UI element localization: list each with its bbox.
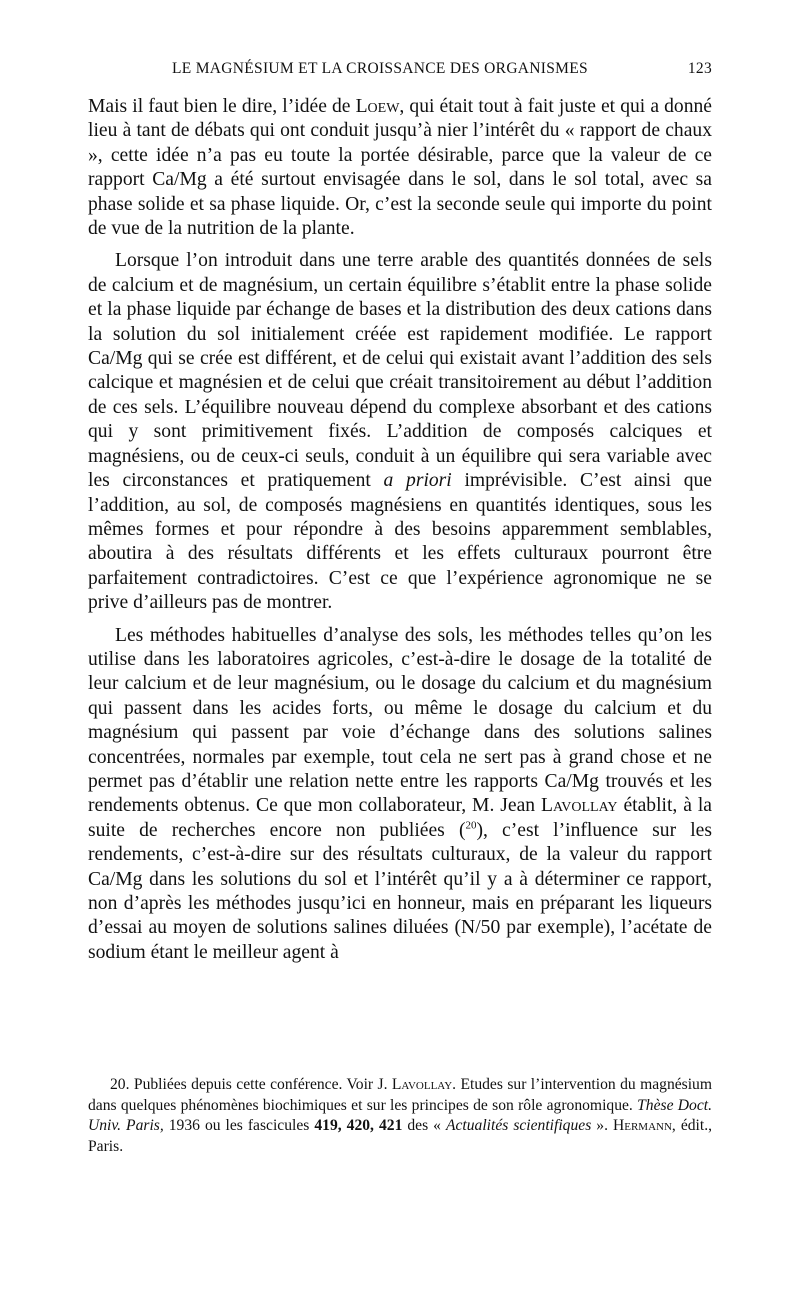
running-title: LE MAGNÉSIUM ET LA CROISSANCE DES ORGANISMES bbox=[172, 60, 588, 77]
footnote-20: 20. Publiées depuis cette conférence. Voir J. Lavollay. Etudes sur l’intervention du magnésium dans quelques phénomènes biochimiques et sur les principes de son rôle agronomique. Thèse Doct. Univ. Paris, 1936 ou les fascicules 419, 420, 421 des « Actualités scientifiques ». Hermann, édit., Paris. bbox=[88, 1076, 713, 1155]
author-name-loew: Loew bbox=[355, 96, 400, 117]
footnote-series-title: Actualités scientifiques bbox=[445, 1117, 592, 1134]
italic-a-priori: a priori bbox=[383, 470, 452, 492]
page-number: 123 bbox=[687, 60, 712, 77]
fascicule-421: 421 bbox=[378, 1117, 403, 1134]
body-text bbox=[88, 95, 712, 965]
footnote-thesis-title: Thèse Doct. Univ. Paris, bbox=[88, 1096, 712, 1134]
fascicule-420: 420, bbox=[346, 1117, 374, 1134]
footnote-author-lavollay: Lavollay bbox=[391, 1076, 453, 1093]
running-head bbox=[88, 60, 712, 84]
footnote-reference: 20 bbox=[465, 819, 477, 832]
author-name-lavollay: Lavollay bbox=[541, 795, 618, 817]
footnotes bbox=[88, 1075, 712, 1157]
paragraph-3: Les méthodes habituelles d’analyse des sols, les méthodes telles qu’on les utilise dans les laboratoires agricoles, c’est-à-dire le dosage de la totalité de leur calcium et de leur magnésium, ou le dosage du calcium et du magnésium qui passent dans les acides forts, ou même le dosage du calcium et du magnésium qui passent par voie d’échange dans des solutions salines concentrées, normales par exemple, tout cela ne sert pas à grand chose et ne permet pas d’établir une relation nette entre les rapports Ca/Mg trouvés et les rendements obtenus. Ce que mon collaborateur, M. Jean Lavollay établit, à la suite de recherches encore non publiées ($^{20}$), c’est l’influence sur les rendements, c’est-à-dire sur des résultats culturaux, de la valeur du rapport Ca/Mg dans les solutions du sol et l’intérêt qu’il y a à déterminer ce rapport, non d’après les méthodes jusqu’ici en honneur, mais en préparant les liqueurs d’essai au moyen de solutions salines diluées (N/50 par exemple), l’acétate de sodium étant le meilleur agent à bbox=[88, 624, 712, 963]
fascicule-419: 419, bbox=[314, 1117, 342, 1134]
paragraph-2: Lorsque l’on introduit dans une terre arable des quantités données de sels de calcium et de magnésium, un certain équilibre s’établit entre la phase solide et la phase liquide par échange de bases et la distribution des deux cations dans la solution du sol initialement créée est rapidement modifiée. Le rapport Ca/Mg qui se crée est différent, et de celui qui existait avant l’addition des sels calcique et magnésien et de celui que créait transitoirement au début l’addition de ces sels. L’équilibre nouveau dépend du complexe absorbant et des cations qui y sont primitivement fixés. L’addition de composés calciques et magnésiens, ou de ceux-ci seuls, conduit à un équilibre qui sera variable avec les circonstances et pratiquement a priori imprévisible. C’est ainsi que l’addition, au sol, de composés magnésiens en quantités identiques, sous les mêmes formes et pour répondre à des besoins apparemment semblables, aboutira à des résultats différents et les effets culturaux pourront être parfaitement contradictoires. C’est ce que l’expérience agronomique ne se prive d’ailleurs pas de montrer. bbox=[88, 250, 712, 614]
paragraph-1: Mais il faut bien le dire, l’idée de Loew, qui était tout à fait juste et qui a donné lieu à tant de débats qui ont conduit jusqu’à nier l’intérêt du « rapport de chaux », cette idée n’a pas eu toute la portée désirable, parce que la valeur de ce rapport Ca/Mg a été surtout envisagée dans le sol, dans le sol total, avec sa phase solide et sa phase liquide. Or, c’est la seconde seule qui importe du point de vue de la nutrition de la plante. bbox=[88, 96, 712, 240]
footnote-publisher: Hermann bbox=[612, 1117, 672, 1134]
